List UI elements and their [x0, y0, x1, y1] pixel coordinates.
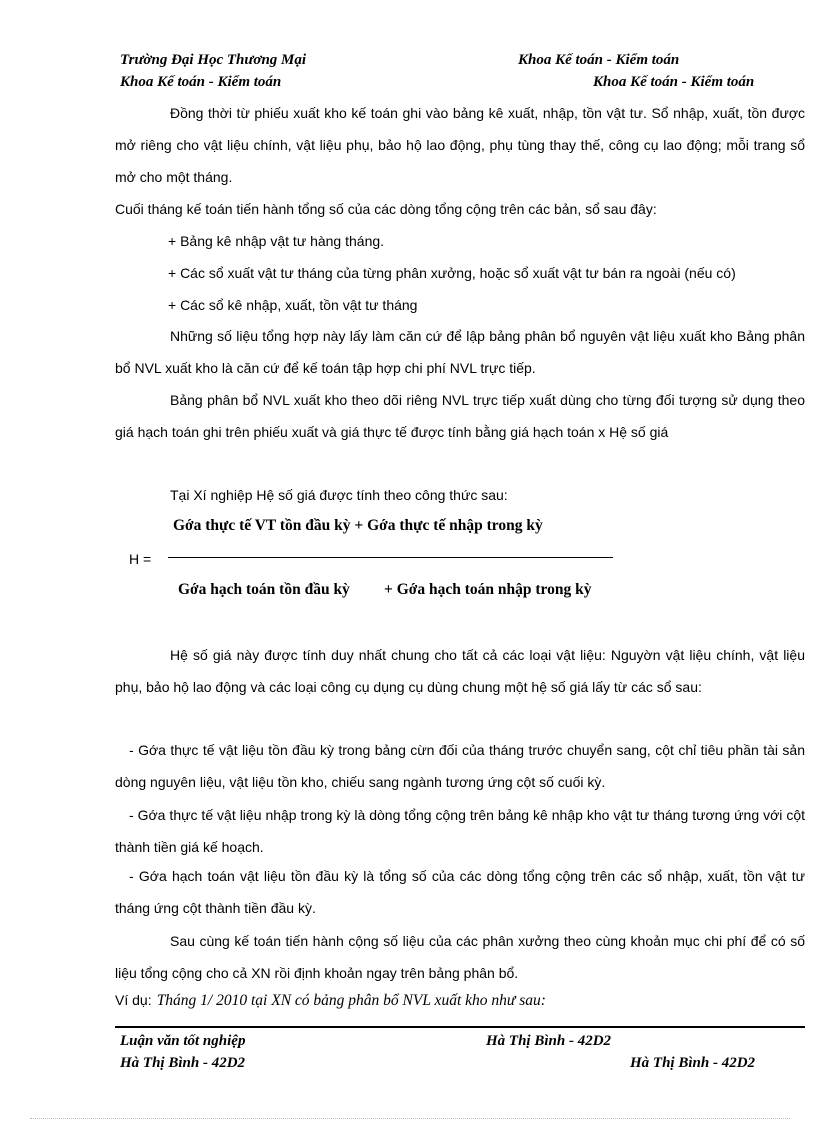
paragraph-1: Đồng thời từ phiếu xuất kho kế toán ghi vào bảng kê xuất, nhập, tồn vật tư. Sổ nhập, xuất, tồn được mở riêng cho vật liệu chính, vật liệu phụ, bảo hộ lao động, phụ tùng thay thế, công cụ lao động; mỗi trang sổ mở cho một tháng.	[115, 105, 805, 185]
list-item-1: + Bảng kê nhập vật tư hàng tháng.	[168, 233, 385, 249]
formula-fraction-bar	[168, 557, 613, 558]
example-line	[115, 990, 546, 1010]
footer-rule	[115, 1026, 805, 1028]
footer-thesis: Luận văn tốt nghiệp	[120, 1033, 246, 1049]
bullet-1: - Gớa thực tế vật liệu tồn đầu kỳ trong bảng cừn đối của tháng trước chuyển sang, cột chỉ tiêu phần tài sản dòng nguyên liệu, vật liệu tồn kho, chiếu sang ngành tương ứng cột số cuối kỳ.	[115, 742, 805, 790]
header-faculty-right: Khoa Kế toán - Kiểm toán	[593, 74, 755, 90]
formula-denominator-a: Gớa hạch toán tồn đầu kỳ	[178, 581, 350, 598]
paragraph-3: Những số liệu tổng hợp này lấy làm căn cứ để lập bảng phân bổ nguyên vật liệu xuất kho Bảng phân bổ NVL xuất kho là căn cứ để kế toán tập hợp chi phí NVL trực tiếp.	[115, 328, 805, 376]
formula-numerator: Gớa thực tế VT tồn đầu kỳ + Gớa thực tế nhập trong kỳ	[173, 517, 543, 534]
paragraph-2: Cuối tháng kế toán tiến hành tổng số của các dòng tổng cộng trên các bản, sổ sau đây:	[115, 201, 657, 217]
example-label: Ví dụ:	[115, 992, 152, 1008]
list-item-3: + Các sổ kê nhập, xuất, tồn vật tư tháng	[168, 297, 418, 313]
formula-denominator-b: + Gớa hạch toán nhập trong kỳ	[384, 581, 592, 598]
footer-author-right: Hà Thị Bình - 42D2	[630, 1055, 756, 1071]
page-edge-divider	[30, 1118, 790, 1119]
paragraph-5: Tại Xí nghiệp Hệ số giá được tính theo công thức sau:	[170, 487, 508, 503]
bullet-2: - Gớa thực tế vật liệu nhập trong kỳ là dòng tổng cộng trên bảng kê nhập kho vật tư tháng tương ứng với cột thành tiền giá kế hoạch.	[115, 807, 805, 855]
paragraph-4: Bảng phân bổ NVL xuất kho theo dõi riêng NVL trực tiếp xuất dùng cho từng đối tượng sử dụng theo giá hạch toán ghi trên phiếu xuất và giá thực tế được tính bằng giá hạch toán x Hệ số giá	[115, 392, 805, 440]
example-text: Tháng 1/ 2010 tại XN có bảng phân bổ NVL xuất kho như sau:	[156, 992, 546, 1009]
paragraph-6: Hệ số giá này được tính duy nhất chung cho tất cả các loại vật liệu: Nguyờn vật liệu chính, vật liệu phụ, bảo hộ lao động và các loại công cụ dụng cụ dùng chung một hệ số giá lấy từ các sổ sau:	[115, 647, 805, 695]
bullet-3: - Gớa hạch toán vật liệu tồn đầu kỳ là tổng số của các dòng tổng cộng trên các sổ nhập, xuất, tồn vật tư tháng ứng cột thành tiền đầu kỳ.	[115, 868, 805, 916]
paragraph-7: Sau cùng kế toán tiến hành cộng số liệu của các phân xưởng theo cùng khoản mục chi phí để có số liệu tổng cộng cho cả XN rồi định khoản ngay trên bảng phân bổ.	[115, 933, 805, 981]
footer-author: Hà Thị Bình - 42D2	[486, 1033, 612, 1049]
header-faculty: Khoa Kế toán - Kiểm toán	[518, 52, 680, 68]
header-faculty-left: Khoa Kế toán - Kiểm toán	[120, 74, 282, 90]
footer-author-left: Hà Thị Bình - 42D2	[120, 1055, 246, 1071]
formula-lhs: H =	[129, 551, 152, 567]
header-school: Trường Đại Học Thương Mại	[120, 52, 307, 68]
list-item-2: + Các sổ xuất vật tư tháng của từng phân xưởng, hoặc sổ xuất vật tư bán ra ngoài (nếu có)	[168, 265, 736, 281]
